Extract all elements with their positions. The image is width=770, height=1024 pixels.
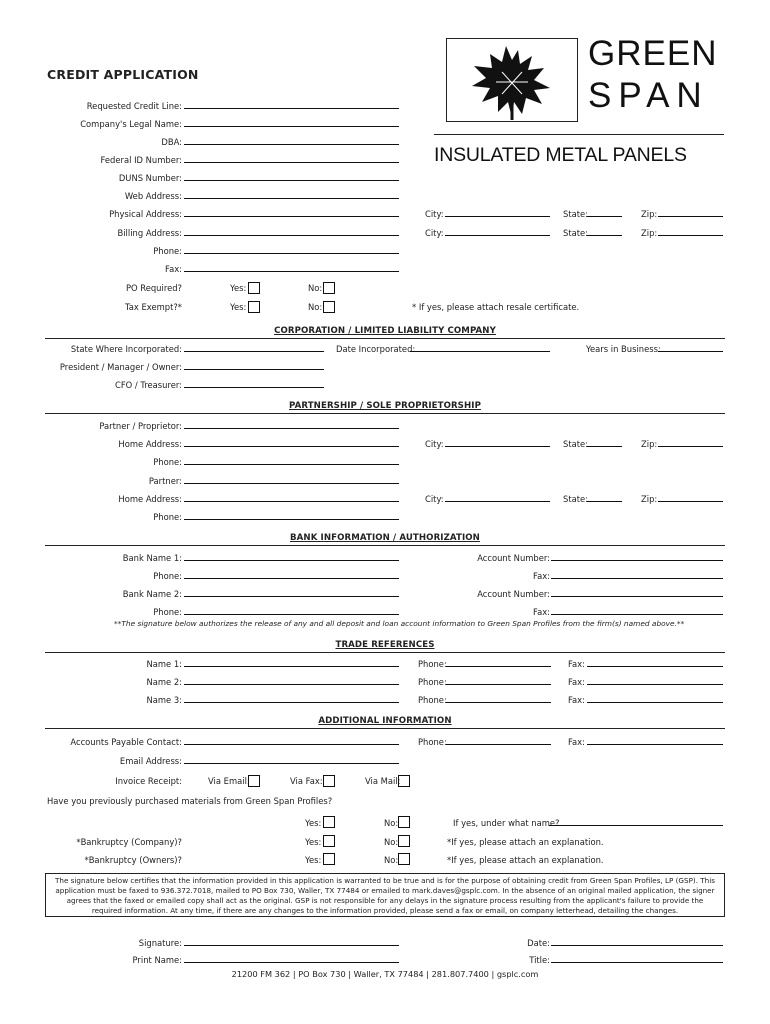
trade-fax2-label: Fax:	[568, 677, 585, 687]
bk-company-yes-checkbox[interactable]	[323, 835, 335, 847]
po-no-checkbox[interactable]	[323, 282, 335, 294]
print-name-label: Print Name:	[132, 955, 182, 965]
fax-field[interactable]	[184, 271, 399, 272]
trade-fax1-label: Fax:	[568, 659, 585, 669]
trade-name2-label: Name 2:	[146, 677, 182, 687]
po-no-label: No:	[308, 283, 323, 293]
phone-field[interactable]	[184, 253, 399, 254]
po-yes-checkbox[interactable]	[248, 282, 260, 294]
trade-phone1-field[interactable]	[446, 666, 551, 667]
partner-label: Partner:	[148, 476, 182, 486]
trade-name3-field[interactable]	[184, 702, 399, 703]
leaf-logo-box	[446, 38, 578, 122]
via-mail-checkbox[interactable]	[398, 775, 410, 787]
phone-label: Phone:	[153, 246, 182, 256]
bank1-phone-field[interactable]	[184, 578, 399, 579]
bk-company-no-checkbox[interactable]	[398, 835, 410, 847]
bk-company-explanation: *If yes, please attach an explanation.	[447, 837, 604, 847]
previous-yes-checkbox[interactable]	[323, 816, 335, 828]
ap-contact-label: Accounts Payable Contact:	[70, 737, 182, 747]
bank1-phone-label: Phone:	[153, 571, 182, 581]
trade-fax1-field[interactable]	[587, 666, 723, 667]
certification-box: The signature below certifies that the information provided in this application is warranted to be true and is for the purpose of obtaining credit from Green Span Profiles, LP (GSP). This application must be faxed to 936.372.7018, mailed to PO Box 730, Waller, TX 77484 or emailed to mark.daves@gsplc.com. In the absence of an original mailed application, the signer agrees that the faxed or emailed copy shall act as the original. GSP is not responsible for any delays in the signature process resulting from the applicant's failure to provide the required information. At any time, if there are any changes to the information provided, please send a fax or email, on company letterhead, detailing the changes.	[45, 873, 725, 917]
bank2-account-field[interactable]	[551, 596, 723, 597]
po-required-label: PO Required?	[125, 283, 182, 293]
page-title: CREDIT APPLICATION	[47, 67, 199, 82]
bank2-phone-label: Phone:	[153, 607, 182, 617]
print-name-field[interactable]	[184, 962, 399, 963]
trade-phone2-field[interactable]	[446, 684, 551, 685]
physical-city-label: City:	[425, 209, 444, 219]
home-city-1-label: City:	[425, 439, 444, 449]
corporation-rule	[45, 338, 725, 339]
home-address-2-field[interactable]	[184, 501, 399, 502]
trade-name1-label: Name 1:	[146, 659, 182, 669]
bank-heading: BANK INFORMATION / AUTHORIZATION	[290, 533, 480, 543]
trade-fax3-field[interactable]	[587, 702, 723, 703]
billing-zip-field[interactable]	[658, 235, 723, 236]
president-field[interactable]	[184, 369, 324, 370]
ap-fax-label: Fax:	[568, 737, 585, 747]
ap-phone-label: Phone:	[418, 737, 447, 747]
home-zip-2-field[interactable]	[658, 501, 723, 502]
requested-credit-line-field[interactable]	[184, 108, 399, 109]
date-field[interactable]	[551, 945, 723, 946]
duns-field[interactable]	[184, 180, 399, 181]
duns-label: DUNS Number:	[118, 173, 182, 183]
via-mail-label: Via Mail:	[365, 776, 401, 786]
date-label: Date:	[527, 938, 550, 948]
physical-zip-field[interactable]	[658, 216, 723, 217]
physical-city-field[interactable]	[445, 216, 550, 217]
billing-state-field[interactable]	[587, 235, 622, 236]
bank2-field[interactable]	[184, 596, 399, 597]
tax-no-checkbox[interactable]	[323, 301, 335, 313]
partner-phone-1-field[interactable]	[184, 464, 399, 465]
logo-line2: SPAN	[588, 76, 709, 115]
bank1-label: Bank Name 1:	[122, 553, 182, 563]
email-address-field[interactable]	[184, 763, 399, 764]
physical-state-field[interactable]	[587, 216, 622, 217]
trade-phone3-field[interactable]	[446, 702, 551, 703]
years-in-business-field[interactable]	[658, 351, 723, 352]
bk-company-yes-label: Yes:	[305, 837, 322, 847]
email-address-label: Email Address:	[119, 756, 182, 766]
bk-company-no-label: No:	[384, 837, 399, 847]
bankruptcy-owners-label: *Bankruptcy (Owners)?	[84, 855, 182, 865]
resale-note: * If yes, please attach resale certificate.	[412, 302, 580, 312]
partnership-heading: PARTNERSHIP / SOLE PROPRIETORSHIP	[289, 401, 481, 411]
ap-fax-field[interactable]	[587, 744, 723, 745]
bk-owners-no-checkbox[interactable]	[398, 853, 410, 865]
bank2-fax-label: Fax:	[533, 607, 550, 617]
signature-label: Signature:	[138, 938, 182, 948]
title-field[interactable]	[551, 962, 723, 963]
bank2-label: Bank Name 2:	[122, 589, 182, 599]
ap-phone-field[interactable]	[446, 744, 551, 745]
trade-fax3-label: Fax:	[568, 695, 585, 705]
bankruptcy-company-label: *Bankruptcy (Company)?	[76, 837, 182, 847]
title-label: Title:	[529, 955, 550, 965]
web-address-field[interactable]	[184, 198, 399, 199]
cfo-label: CFO / Treasurer:	[114, 380, 182, 390]
additional-rule	[45, 728, 725, 729]
previous-no-checkbox[interactable]	[398, 816, 410, 828]
home-state-2-field[interactable]	[587, 501, 622, 502]
dba-label: DBA:	[161, 137, 182, 147]
home-state-1-field[interactable]	[587, 446, 622, 447]
tax-yes-checkbox[interactable]	[248, 301, 260, 313]
bank2-account-label: Account Number:	[477, 589, 550, 599]
home-address-1-label: Home Address:	[118, 439, 182, 449]
bank1-fax-field[interactable]	[551, 578, 723, 579]
bk-owners-yes-checkbox[interactable]	[323, 853, 335, 865]
requested-credit-line-label: Requested Credit Line:	[86, 101, 182, 111]
home-zip-1-field[interactable]	[658, 446, 723, 447]
trade-phone1-label: Phone:	[418, 659, 447, 669]
home-city-2-field[interactable]	[445, 501, 550, 502]
trade-name1-field[interactable]	[184, 666, 399, 667]
trade-name3-label: Name 3:	[146, 695, 182, 705]
logo-tagline: INSULATED METAL PANELS	[434, 144, 687, 166]
web-address-label: Web Address:	[124, 191, 182, 201]
corporation-heading: CORPORATION / LIMITED LIABILITY COMPANY	[274, 326, 496, 336]
bk-owners-yes-label: Yes:	[305, 855, 322, 865]
partner-phone-1-label: Phone:	[153, 457, 182, 467]
additional-heading: ADDITIONAL INFORMATION	[318, 716, 452, 726]
partner-phone-2-label: Phone:	[153, 512, 182, 522]
tax-no-label: No:	[308, 302, 323, 312]
physical-zip-label: Zip:	[641, 209, 658, 219]
home-zip-2-label: Zip:	[641, 494, 658, 504]
maple-leaf-icon	[446, 38, 578, 122]
footer-address: 21200 FM 362 | PO Box 730 | Waller, TX 77484 | 281.807.7400 | gsplc.com	[231, 969, 539, 979]
home-address-1-field[interactable]	[184, 446, 399, 447]
billing-address-label: Billing Address:	[117, 228, 182, 238]
home-address-2-label: Home Address:	[118, 494, 182, 504]
federal-id-label: Federal ID Number:	[100, 155, 182, 165]
physical-address-label: Physical Address:	[109, 209, 182, 219]
billing-city-field[interactable]	[445, 235, 550, 236]
home-state-1-label: State:	[563, 439, 588, 449]
home-city-2-label: City:	[425, 494, 444, 504]
physical-address-field[interactable]	[184, 216, 399, 217]
bank2-phone-field[interactable]	[184, 614, 399, 615]
federal-id-field[interactable]	[184, 162, 399, 163]
partner-field[interactable]	[184, 483, 399, 484]
via-fax-checkbox[interactable]	[323, 775, 335, 787]
trade-phone3-label: Phone:	[418, 695, 447, 705]
po-yes-label: Yes:	[230, 283, 247, 293]
logo-divider	[434, 134, 724, 135]
billing-address-field[interactable]	[184, 235, 399, 236]
trade-name2-field[interactable]	[184, 684, 399, 685]
bank1-field[interactable]	[184, 560, 399, 561]
logo-line1: GREEN	[588, 34, 718, 73]
partner-phone-2-field[interactable]	[184, 519, 399, 520]
bk-owners-no-label: No:	[384, 855, 399, 865]
previously-purchased-label: Have you previously purchased materials from Green Span Profiles?	[47, 796, 333, 806]
via-fax-label: Via Fax:	[290, 776, 323, 786]
ap-contact-field[interactable]	[184, 744, 399, 745]
president-label: President / Manager / Owner:	[59, 362, 182, 372]
signature-field[interactable]	[184, 945, 399, 946]
bk-owners-explanation: *If yes, please attach an explanation.	[447, 855, 604, 865]
under-what-name-field[interactable]	[549, 825, 723, 826]
bank-rule	[45, 545, 725, 546]
invoice-receipt-label: Invoice Receipt:	[115, 776, 182, 786]
fax-label: Fax:	[165, 264, 182, 274]
trade-heading: TRADE REFERENCES	[335, 640, 435, 650]
date-incorporated-label: Date Incorporated:	[336, 344, 416, 354]
billing-zip-label: Zip:	[641, 228, 658, 238]
date-incorporated-field[interactable]	[410, 351, 550, 352]
state-incorporated-field[interactable]	[184, 351, 324, 352]
tax-yes-label: Yes:	[230, 302, 247, 312]
bank1-account-field[interactable]	[551, 560, 723, 561]
years-in-business-label: Years in Business:	[586, 344, 661, 354]
via-email-checkbox[interactable]	[248, 775, 260, 787]
tax-exempt-label: Tax Exempt?*	[124, 302, 182, 312]
physical-state-label: State:	[563, 209, 588, 219]
under-what-name-label: If yes, under what name?	[453, 818, 560, 828]
dba-field[interactable]	[184, 144, 399, 145]
bank2-fax-field[interactable]	[551, 614, 723, 615]
company-logo	[434, 34, 724, 168]
legal-name-label: Company's Legal Name:	[80, 119, 182, 129]
billing-city-label: City:	[425, 228, 444, 238]
home-state-2-label: State:	[563, 494, 588, 504]
legal-name-field[interactable]	[184, 126, 399, 127]
bank1-fax-label: Fax:	[533, 571, 550, 581]
trade-phone2-label: Phone:	[418, 677, 447, 687]
authorization-note: **The signature below authorizes the release of any and all deposit and loan account information to Green Span Profiles from the firm(s) named above.**	[114, 619, 685, 628]
partner-proprietor-field[interactable]	[184, 428, 399, 429]
trade-fax2-field[interactable]	[587, 684, 723, 685]
billing-state-label: State:	[563, 228, 588, 238]
cfo-field[interactable]	[184, 387, 324, 388]
partnership-rule	[45, 413, 725, 414]
state-incorporated-label: State Where Incorporated:	[70, 344, 182, 354]
via-email-label: Via Email:	[208, 776, 250, 786]
home-city-1-field[interactable]	[445, 446, 550, 447]
trade-rule	[45, 652, 725, 653]
partner-proprietor-label: Partner / Proprietor:	[99, 421, 182, 431]
previous-no-label: No:	[384, 818, 399, 828]
previous-yes-label: Yes:	[305, 818, 322, 828]
bank1-account-label: Account Number:	[477, 553, 550, 563]
home-zip-1-label: Zip:	[641, 439, 658, 449]
